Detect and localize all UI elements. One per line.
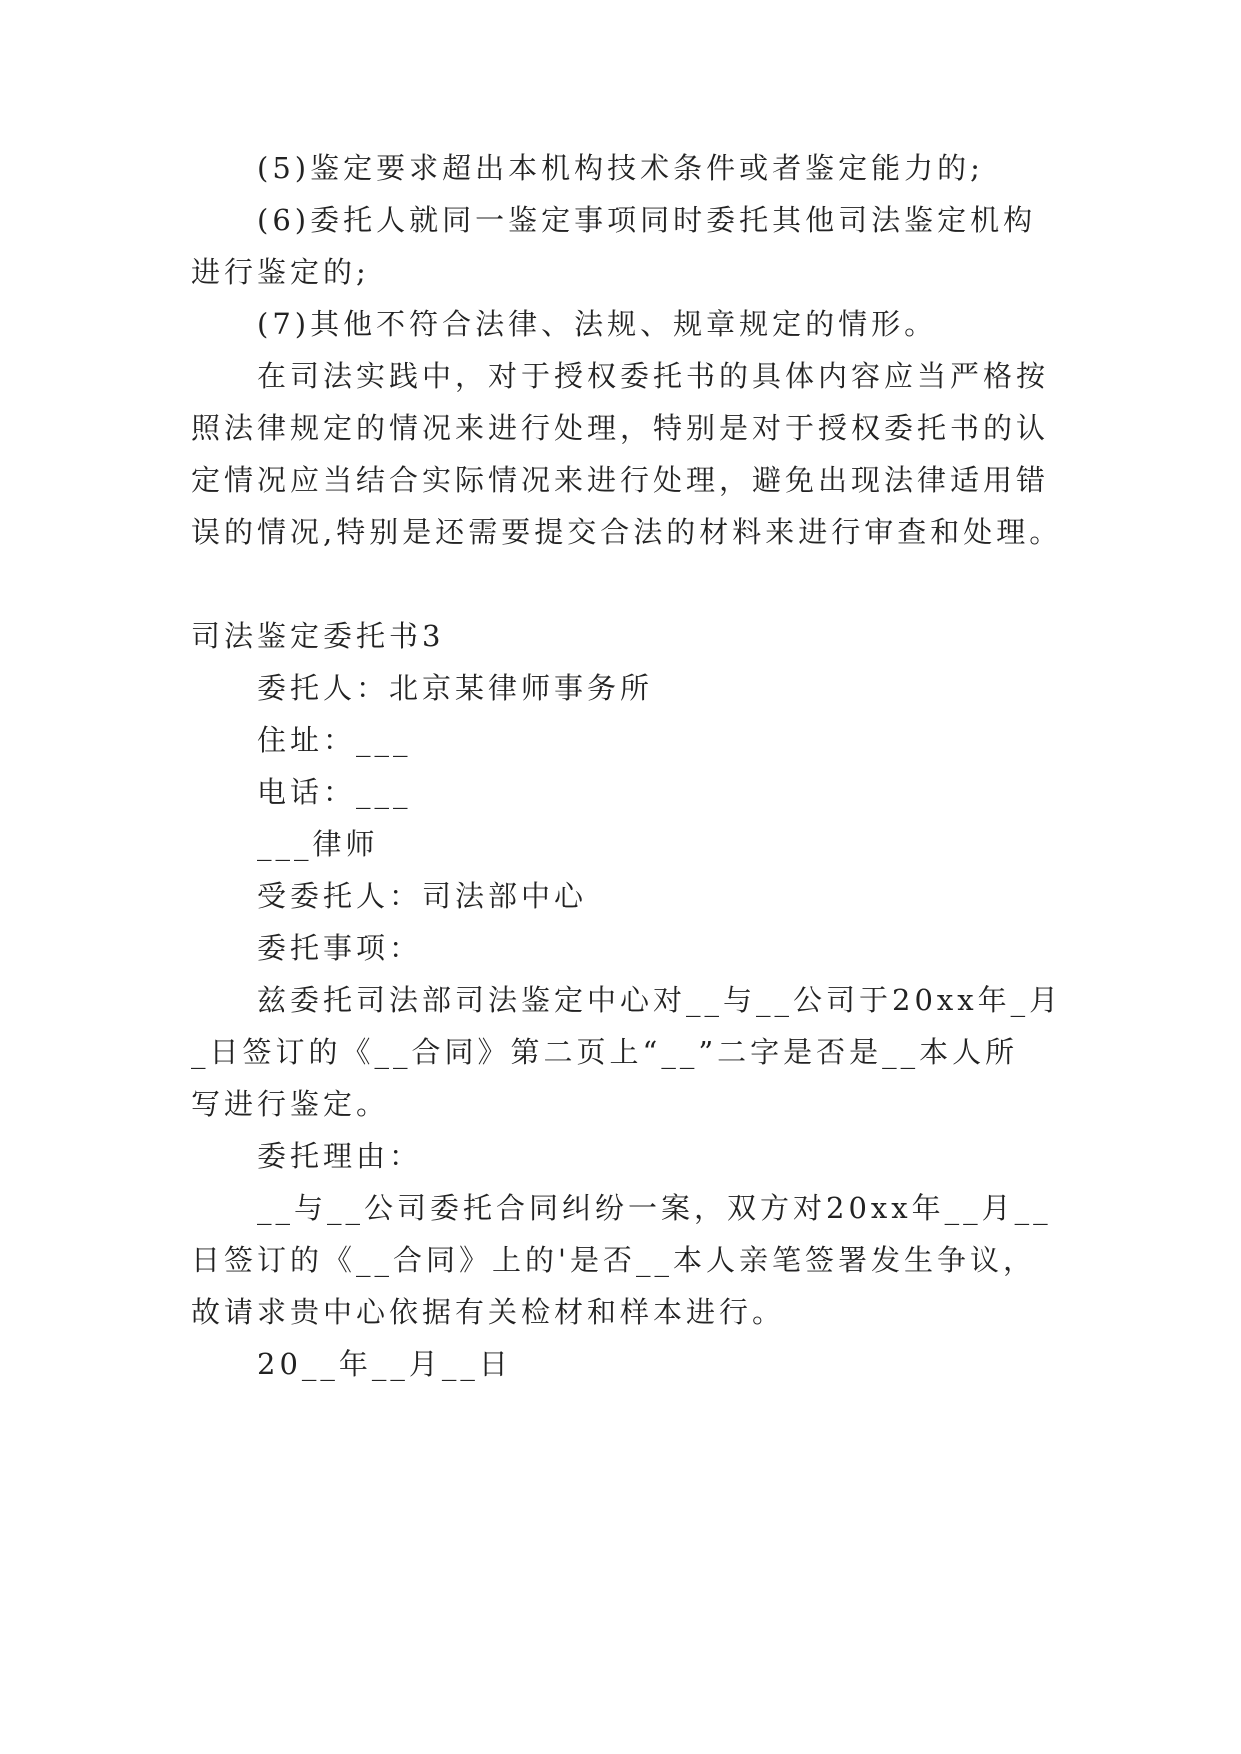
lawyer-line: ___律师: [257, 827, 379, 861]
reason-line-2: 日签订的《__合同》上的'是否__本人亲笔签署发生争议，: [191, 1243, 1036, 1277]
section-title: 司法鉴定委托书3: [191, 619, 445, 653]
practice-paragraph-line-4: 误的情况,特别是还需要提交合法的材料来进行审查和处理。: [191, 515, 1063, 549]
matters-line-3: 写进行鉴定。: [191, 1087, 390, 1121]
reason-line-1: __与__公司委托合同纠纷一案，双方对20xx年__月__: [257, 1191, 1052, 1225]
reason-line-3: 故请求贵中心依据有关检材和样本进行。: [191, 1295, 786, 1329]
practice-paragraph-line-2: 照法律规定的情况来进行处理，特别是对于授权委托书的认: [191, 411, 1050, 445]
reason-label: 委托理由：: [257, 1139, 423, 1173]
matters-line-1: 兹委托司法部司法鉴定中心对__与__公司于20xx年_月: [257, 983, 1063, 1017]
practice-paragraph-line-3: 定情况应当结合实际情况来进行处理，避免出现法律适用错: [191, 463, 1050, 497]
date-line: 20__年__月__日: [257, 1347, 512, 1381]
address-line: 住址：___: [257, 723, 412, 757]
trustee-line: 受委托人：司法部中心: [257, 879, 588, 913]
practice-paragraph-line-1: 在司法实践中，对于授权委托书的具体内容应当严格按: [257, 359, 1050, 393]
item-6-line-2: 进行鉴定的;: [191, 255, 370, 289]
client-line: 委托人：北京某律师事务所: [257, 671, 654, 705]
matters-label: 委托事项：: [257, 931, 423, 965]
phone-line: 电话：___: [257, 775, 412, 809]
matters-line-2: _日签订的《__合同》第二页上“__”二字是否是__本人所: [191, 1035, 1019, 1069]
item-6-line-1: (6)委托人就同一鉴定事项同时委托其他司法鉴定机构: [257, 203, 1037, 237]
item-5: (5)鉴定要求超出本机构技术条件或者鉴定能力的;: [257, 151, 984, 185]
item-7: (7)其他不符合法律、法规、规章规定的情形。: [257, 307, 938, 341]
